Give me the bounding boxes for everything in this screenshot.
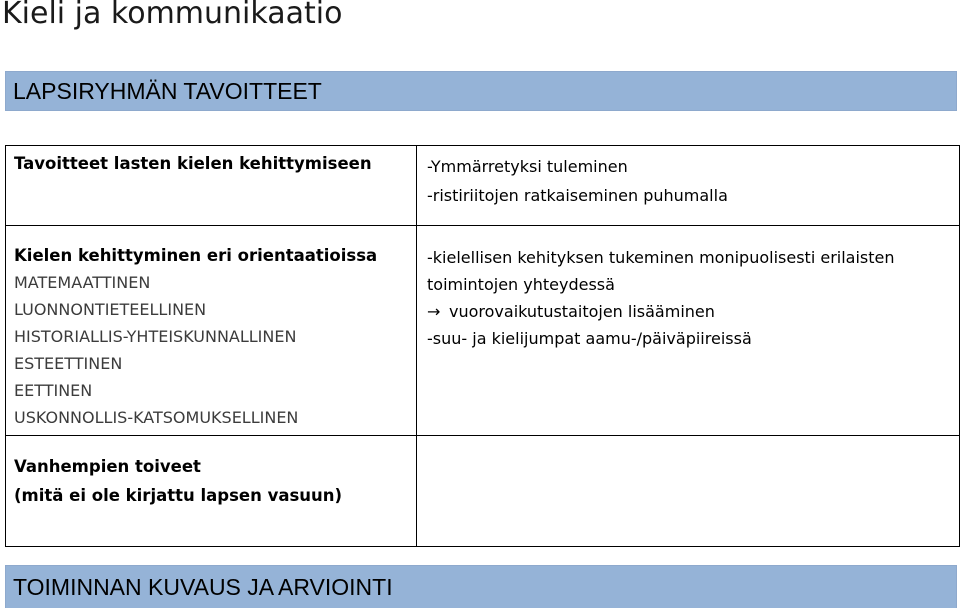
- table-cell-parents-content: [417, 436, 960, 547]
- section-header-goals: [5, 71, 957, 111]
- cell-text: LUONNONTIETEELLINEN: [14, 300, 207, 319]
- table-row: [6, 146, 960, 226]
- cell-text: vuorovaikutustaitojen lisääminen: [449, 302, 715, 321]
- cell-text: ESTEETTINEN: [14, 354, 123, 373]
- section-header-activities: [5, 565, 957, 608]
- table-cell-orientations-content: [417, 226, 960, 436]
- cell-text: toimintojen yhteydessä: [427, 275, 615, 294]
- cell-text-with-arrow: [427, 298, 959, 325]
- section-header-label: LAPSIRYHMÄN TAVOITTEET: [13, 77, 322, 104]
- cell-text: -kielellisen kehityksen tukeminen monipuolisesti erilaisten: [427, 248, 895, 267]
- cell-text: Kielen kehittyminen eri orientaatioissa: [14, 246, 378, 265]
- cell-text: -Ymmärretyksi tuleminen: [427, 157, 628, 176]
- table-row: [6, 226, 960, 436]
- page-title: Kieli ja kommunikaatio: [2, 0, 343, 31]
- cell-text: -suu- ja kielijumpat aamu-/päiväpiireissä: [427, 329, 752, 348]
- section-header-label: TOIMINNAN KUVAUS JA ARVIOINTI: [13, 573, 393, 600]
- cell-text: EETTINEN: [14, 381, 93, 400]
- cell-text: -ristiriitojen ratkaiseminen puhumalla: [427, 186, 728, 205]
- table-row: [6, 436, 960, 547]
- table-cell-orientations-label: [6, 226, 417, 436]
- cell-text: Tavoitteet lasten kielen kehittymiseen: [14, 154, 372, 173]
- table-cell-goals-content: [417, 146, 960, 226]
- cell-text: USKONNOLLIS-KATSOMUKSELLINEN: [14, 408, 299, 427]
- table-cell-parents-label: [6, 436, 417, 547]
- goals-table: [5, 145, 960, 547]
- cell-text: HISTORIALLIS-YHTEISKUNNALLINEN: [14, 327, 297, 346]
- cell-text: Vanhempien toiveet: [14, 457, 201, 476]
- cell-text: (mitä ei ole kirjattu lapsen vasuun): [14, 486, 343, 505]
- cell-text: MATEMAATTINEN: [14, 273, 151, 292]
- arrow-right-icon: →: [427, 302, 441, 321]
- table-cell-goals-label: [6, 146, 417, 226]
